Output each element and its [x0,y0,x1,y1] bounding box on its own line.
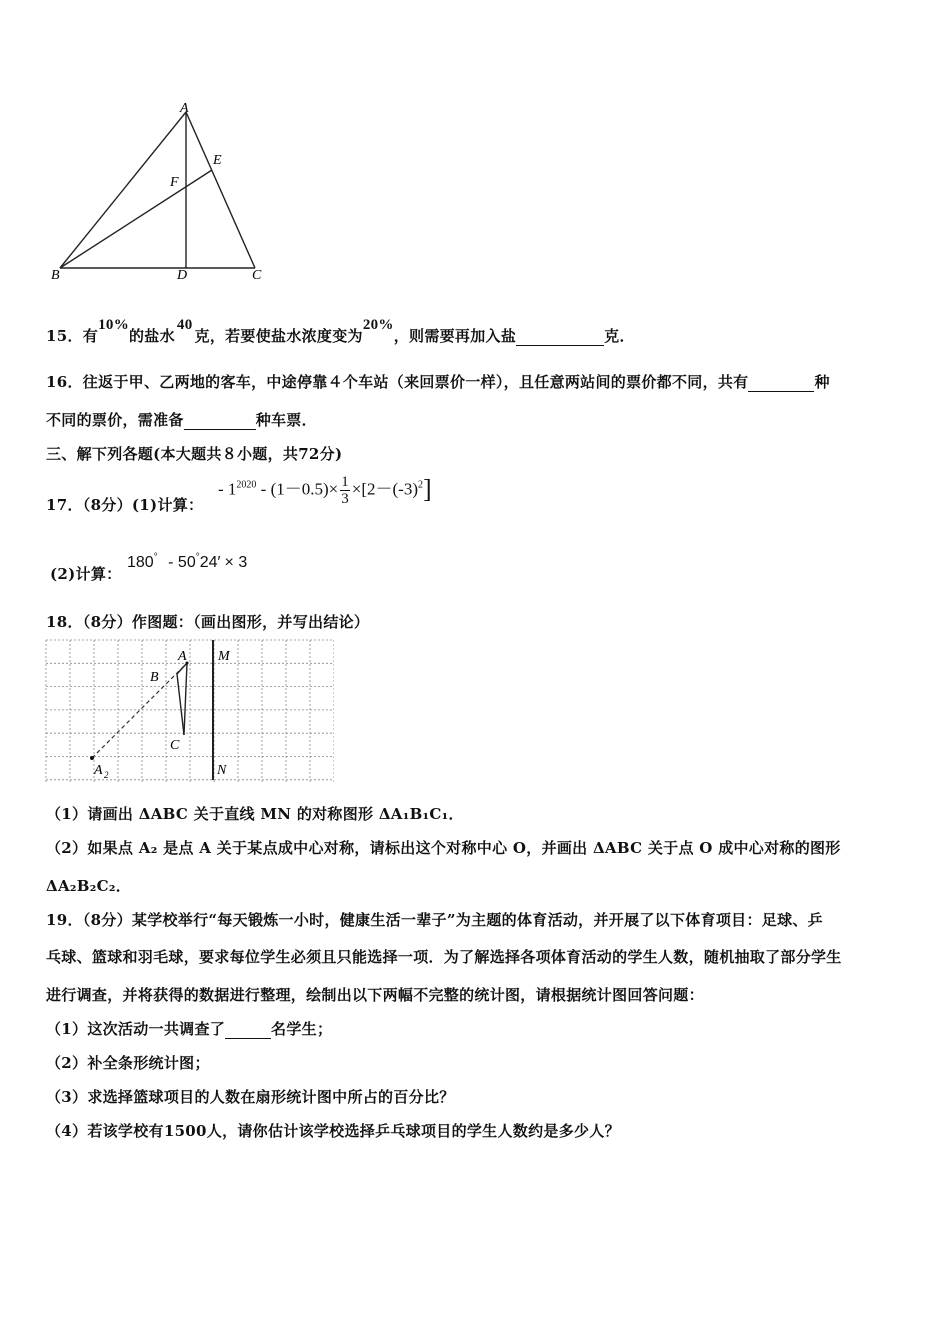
q16-text-1: 16．往返于甲、乙两地的客车，中途停靠４个车站（来回票价一样），且任意两站间的票价都不同，共有 [46,373,749,391]
triangle-figure [40,100,280,290]
q17-fraction-denominator: 3 [341,491,349,507]
grid-label-a2-sub: 2 [104,770,109,780]
q17-prefix: 17．（8分）(1)计算： [46,496,204,514]
q17-exponent-2: 2 [417,479,423,491]
q18-sub-2-cont: ΔA₂B₂C₂． [46,877,132,895]
q19-line-3: 进行调查，并将获得的数据进行整理，绘制出以下两幅不完整的统计图，请根据统计图回答问题： [46,986,704,1004]
q15-percent-2: 20% [362,317,394,333]
q17-term-2: - (1－0.5)× [260,479,339,499]
q17-fraction [340,474,350,507]
grid-lines [46,640,334,782]
q17-close-bracket: ] [422,474,432,504]
q17-prefix-2: (2)计算： [50,565,122,583]
q17-expression-2 [127,552,247,572]
q15-text-5: 克． [604,327,635,345]
q19-sub-2: （2）补全条形统计图； [46,1054,210,1072]
q17-minute-mark: ′ [217,554,221,571]
q18-sub-2: （2）如果点 A₂ 是点 A 关于某点成中心对称，请标出这个对称中心 O，并画出 ΔABC 关于点 O 成中心对称的图形 [46,839,841,857]
section-3-title: 三、解下列各题(本大题共８小题，共72分) [46,445,343,463]
label-a: A [180,101,189,116]
q15-mass: 40 [176,317,193,333]
q19-line-1: 19．（8分）某学校举行“每天锻炼一小时，健康生活一辈子”为主题的体育活动，并开展了以下体育项目：足球、乒 [46,911,823,929]
q15-number: 15． [46,327,83,345]
label-f: F [170,175,179,190]
q17-value-180: 180 [127,554,154,571]
q15-answer-blank[interactable] [516,345,604,346]
label-d: D [177,268,188,283]
q17-term-1: - 1 [218,479,237,499]
question-15 [46,317,635,346]
q17-expression-1 [218,474,432,507]
grid-label-a: A [178,649,187,664]
segment-ac [186,112,255,268]
point-a2 [90,756,94,760]
segment-be [60,170,212,268]
label-c: C [252,268,262,283]
q19-sub-3: （3）求选择篮球项目的人数在扇形统计图中所占的百分比？ [46,1088,455,1106]
q17-value-24: 24 [199,554,218,571]
q15-text-3: 克，若要使盐水浓度变为 [194,327,363,345]
q15-text-2: 的盐水 [129,327,175,345]
q17-times-3: × 3 [224,554,248,571]
grid-label-a2: A [94,763,103,778]
q17-exponent-2020: 2020 [236,479,257,491]
q16-text-2-end: 种车票． [255,411,317,429]
q19-sub-1-end: 名学生； [271,1020,333,1038]
q15-text-1: 有 [82,327,99,345]
q16-text-1-end: 种 [814,373,830,391]
q16-answer-blank-2[interactable] [184,429,256,430]
q18-prefix: 18．（8分）作图题：（画出图形，并写出结论） [46,613,370,631]
grid-figure [44,638,334,784]
q17-fraction-numerator: 1 [341,474,349,490]
grid-label-b: B [150,670,159,685]
q19-sub-1 [46,1018,332,1039]
segment-bc [177,674,184,735]
question-16-line-1 [46,371,830,392]
q19-answer-blank[interactable] [225,1038,271,1039]
q15-percent-1: 10% [98,317,129,333]
grid-label-c: C [170,738,180,753]
q17-term-3: ×[2－(-3) [351,479,418,499]
q16-text-2: 不同的票价，需准备 [46,411,184,429]
grid-label-n: N [217,763,227,778]
q18-sub-1: （1）请画出 ΔABC 关于直线 MN 的对称图形 ΔA₁B₁C₁． [46,805,464,823]
q19-sub-4: （4）若该学校有1500人，请你估计该学校选择乒乓球项目的学生人数约是多少人？ [46,1122,620,1140]
question-16-line-2 [46,409,317,430]
q19-line-2: 乓球、篮球和羽毛球，要求每位学生必须且只能选择一项．为了解选择各项体育活动的学生人数，随机抽取了部分学生 [46,948,842,966]
segment-ab [60,112,186,268]
label-e: E [213,153,222,168]
segment-ca [184,663,187,735]
q19-sub-1-text: （1）这次活动一共调查了 [46,1020,226,1038]
q16-answer-blank-1[interactable] [748,391,814,392]
grid-label-m: M [218,649,230,664]
q17-degree-mark-2: ° [195,552,200,563]
q15-text-4: ，则需要再加入盐 [393,327,517,345]
q17-value-50: - 50 [168,554,196,571]
label-b: B [51,268,60,283]
q17-degree-mark: ° [153,552,158,563]
